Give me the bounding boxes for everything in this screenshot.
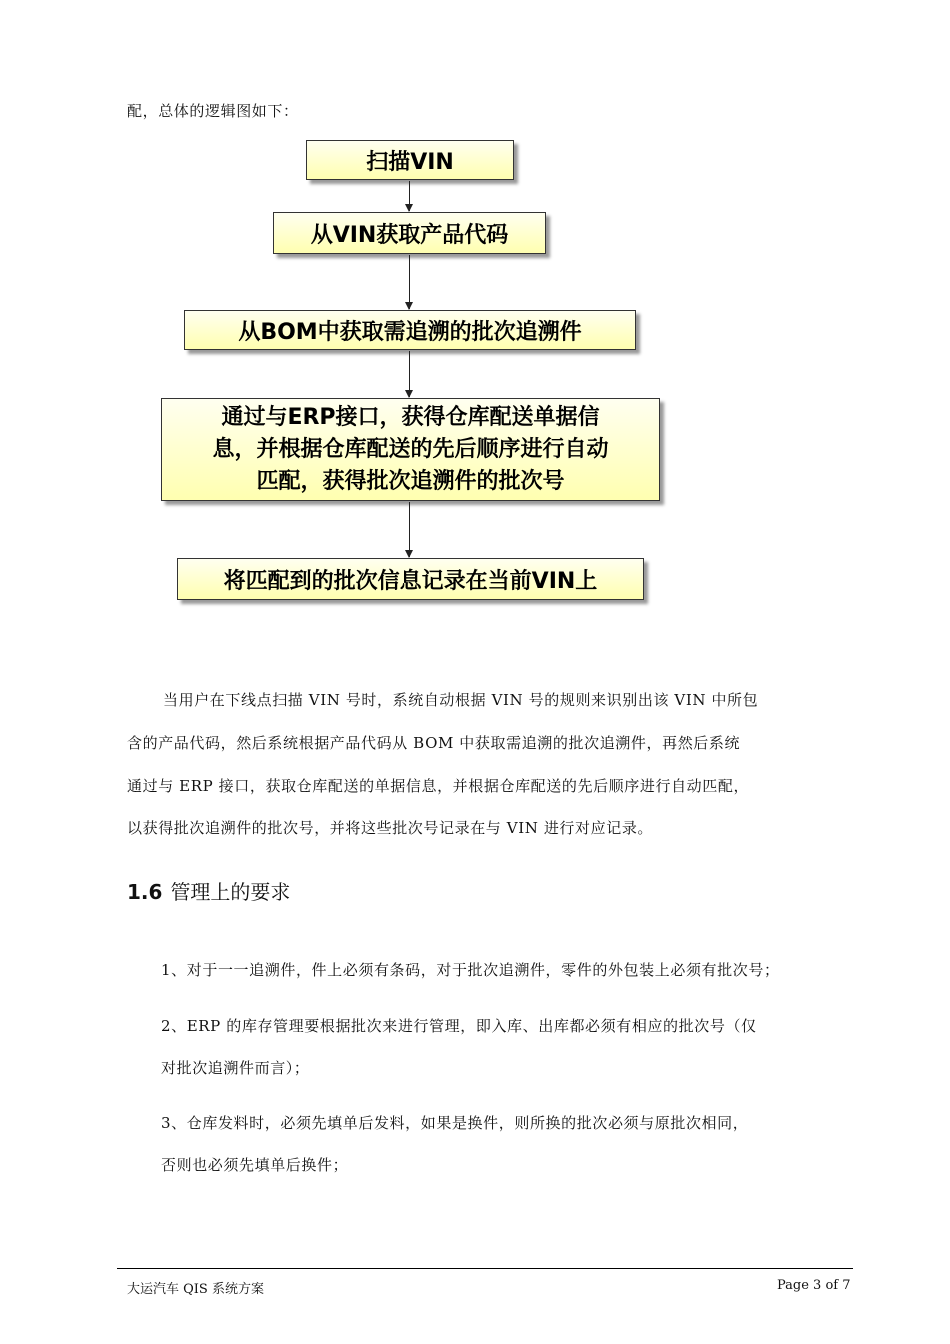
footer-document-title: 大运汽车 QIS 系统方案 bbox=[127, 1282, 264, 1297]
flow-step-scan-vin bbox=[306, 140, 514, 180]
flow-step-label: 将匹配到的批次信息记录在当前VIN上 bbox=[223, 568, 598, 594]
flow-step-get-batch-parts bbox=[184, 310, 636, 350]
flow-step-get-product-code bbox=[273, 212, 546, 254]
requirement-item-continued: 对批次追溯件而言）； bbox=[161, 1059, 310, 1077]
section-number: 1.6 bbox=[127, 880, 163, 904]
footer-divider bbox=[117, 1268, 853, 1269]
intro-text: 配，总体的逻辑图如下： bbox=[127, 102, 299, 120]
flow-step-label: 通过与ERP接口，获得仓库配送单据信 息，并根据仓库配送的先后顺序进行自动 匹配，获得批次追溯件的批次号 bbox=[212, 404, 609, 494]
flow-step-erp-match bbox=[161, 398, 660, 501]
requirement-item-continued: 否则也必须先填单后换件； bbox=[161, 1156, 349, 1174]
requirement-item: 2、ERP 的库存管理要根据批次来进行管理，即入库、出库都必须有相应的批次号（仅 bbox=[161, 1017, 757, 1035]
requirement-item: 3、仓库发料时，必须先填单后发料，如果是换件，则所换的批次必须与原批次相同， bbox=[161, 1114, 749, 1132]
flow-step-label: 从VIN获取产品代码 bbox=[310, 222, 509, 248]
requirement-item: 1、对于一一追溯件，件上必须有条码，对于批次追溯件，零件的外包装上必须有批次号； bbox=[161, 961, 780, 979]
flow-step-record-on-vin bbox=[177, 558, 644, 600]
section-title: 管理上的要求 bbox=[170, 880, 291, 904]
paragraph-line: 当用户在下线点扫描 VIN 号时，系统自动根据 VIN 号的规则来识别出该 VIN 中所包 bbox=[163, 691, 759, 709]
paragraph-line: 通过与 ERP 接口，获取仓库配送的单据信息，并根据仓库配送的先后顺序进行自动匹配， bbox=[127, 777, 750, 795]
flow-arrow bbox=[409, 255, 410, 309]
flow-arrow bbox=[409, 351, 410, 397]
footer-page-number: Page 3 of 7 bbox=[777, 1278, 851, 1293]
flow-arrow bbox=[409, 502, 410, 557]
paragraph-line: 含的产品代码，然后系统根据产品代码从 BOM 中获取需追溯的批次追溯件，再然后系统 bbox=[127, 734, 741, 752]
flow-step-label: 扫描VIN bbox=[366, 149, 454, 175]
paragraph-line: 以获得批次追溯件的批次号，并将这些批次号记录在与 VIN 进行对应记录。 bbox=[127, 819, 654, 837]
section-heading bbox=[127, 876, 290, 905]
flow-arrow bbox=[409, 181, 410, 211]
flow-step-label: 从BOM中获取需追溯的批次追溯件 bbox=[238, 319, 582, 345]
